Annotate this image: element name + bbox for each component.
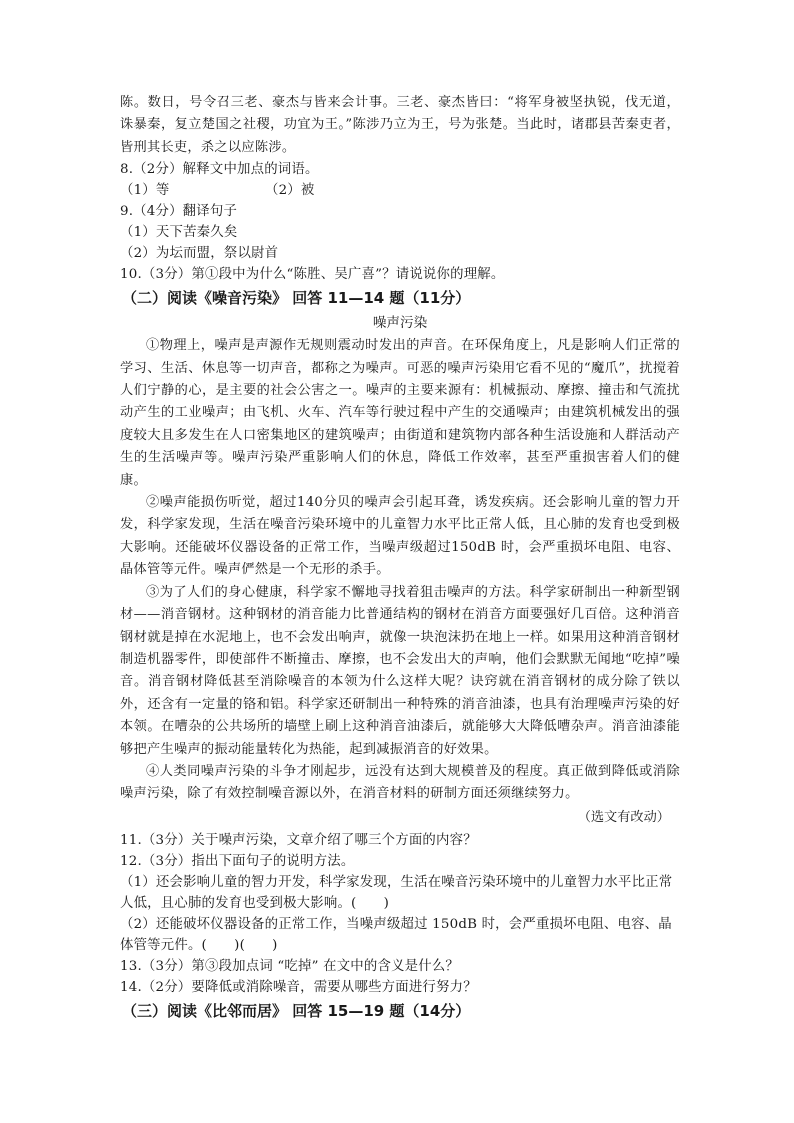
article-paragraph-3: ③为了人们的身心健康，科学家不懈地寻找着狙击噪声的方法。科学家研制出一种新型钢材——消音钢材。这种钢材的消音能力比普通结构的钢材在消音方面要强好几百倍。这种消音钢材就是掉在水泥地上，也不会发出响声，就像一块泡沫扔在地上一样。如果用这种消音钢材制造机器零件，即使部件不断撞击、摩擦，也不会发出大的声响，他们会默默无闻地“吃掉”噪音。消音钢材降低甚至消除噪音的本领为什么这样大呢？诀窍就在消音钢材的成分除了铁以外，还含有一定量的铬和铝。科学家还研制出一种特殊的消音油漆，也具有治理噪声污染的好本领。在嘈杂的公共场所的墙壁上刷上这种消音油漆后，就能够大大降低嘈杂声。消音油漆能够把产生噪声的振动能量转化为热能，起到减振消音的好效果。 — [120, 584, 680, 757]
question-12-stem: 12.（3分）指出下面句子的说明方法。 — [120, 853, 355, 869]
article-paragraph-4: ④人类同噪声污染的斗争才刚起步，远没有达到大规模普及的程度。真正做到降低或消除噪声污染，除了有效控制噪音源以外，在消音材料的研制方面还须继续努力。 — [120, 763, 680, 802]
question-13: 13.（3分）第③段加点词 “吃掉” 在文中的含义是什么？ — [120, 958, 460, 974]
question-12-item-1: （1）还会影响儿童的智力开发，科学家发现，生活在噪音污染环境中的儿童智力水平比正常人低，且心肺的发育也受到极大影响。( ) — [120, 874, 673, 911]
source-note: （选文有改动） — [577, 809, 670, 825]
question-8-stem: 8.（2分）解释文中加点的词语。 — [120, 162, 319, 178]
question-9-stem: 9.（4分）翻译句子 — [120, 204, 238, 220]
question-8 — [120, 159, 680, 201]
question-9 — [120, 201, 680, 264]
question-8-item-2: （2）被 — [265, 183, 315, 199]
section-three-heading: （三）阅读《比邻而居》 回答 15—19 题（14分） — [122, 1001, 471, 1020]
exam-page — [120, 92, 680, 1024]
article-paragraph-1: ①物理上，噪声是声源作无规则震动时发出的声音。在环保角度上，凡是影响人们正常的学习、生活、休息等一切声音，都称之为噪声。可恶的噪声污染用它看不见的“魔爪”，扰搅着人们宁静的心，是主要的社会公害之一。噪声的主要来源有：机械振动、摩擦、撞击和气流扰动产生的工业噪声；由飞机、火车、汽车等行驶过程中产生的交通噪声；由建筑机械发出的强度较大且多发生在人口密集地区的建筑噪声；由街道和建筑物内部各种生活设施和人群活动产生的生活噪声等。噪声污染严重影响人们的休息，降低工作效率，甚至严重损害着人们的健康。 — [120, 338, 680, 488]
question-10: 10.（3分）第①段中为什么“陈胜、吴广喜”？请说说你的理解。 — [120, 267, 505, 283]
passage-one-ending: 陈。数日，号令召三老、豪杰与皆来会计事。三老、豪杰皆曰：“将军身被坚执锐，伐无道，诛暴秦，复立楚国之社稷，功宜为王。”陈涉乃立为王，号为张楚。当此时，诸郡县苦秦吏者，皆刑其长吏，杀之以应陈涉。 — [120, 95, 680, 155]
section-two-heading: （二）阅读《噪音污染》 回答 11—14 题（11分） — [122, 289, 471, 308]
question-8-item-1: （1）等 — [120, 183, 170, 199]
question-11: 11.（3分）关于噪声污染，文章介绍了哪三个方面的内容？ — [120, 832, 477, 848]
question-12 — [120, 851, 680, 956]
article-title: 噪声污染 — [372, 315, 428, 332]
article-paragraph-2: ②噪声能损伤听觉，超过140分贝的噪声会引起耳聋，诱发疾病。还会影响儿童的智力开发，科学家发现，生活在噪音污染环境中的儿童智力水平比正常人低，且心肺的发育也受到极大影响。还能破坏仪器设备的正常工作，当噪声级超过150dB 时，会严重损坏电阻、电容、晶体管等元件。噪声俨然是一个无形的杀手。 — [120, 495, 680, 578]
question-9-item-1: （1）天下苦秦久矣 — [120, 225, 238, 241]
question-9-item-2: （2）为坛而盟，祭以尉首 — [120, 246, 279, 262]
question-12-item-2: （2）还能破坏仪器设备的正常工作，当噪声级超过 150dB 时，会严重损坏电阻、电容、晶体管等元件。( )( ) — [120, 916, 672, 953]
article-body — [120, 335, 680, 806]
question-14: 14.（2分）要降低或消除噪音，需要从哪些方面进行努力？ — [120, 979, 477, 995]
